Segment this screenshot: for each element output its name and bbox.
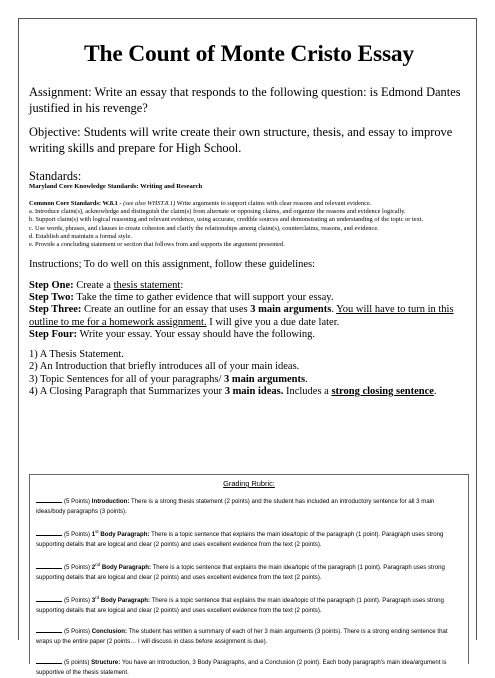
rubric-points: (5 Points) (64, 597, 91, 605)
list-item-3-end: . (305, 373, 308, 385)
list-item-4-end: . (433, 386, 437, 397)
rubric-label: 1 (91, 531, 96, 539)
list-item-4-mid: Includes a (283, 386, 332, 397)
standards-heading: Standards: (29, 169, 82, 183)
list-item: 1) A Thesis Statement. (29, 349, 124, 361)
list-item-4-bold-underline: strong closing sentence (331, 386, 434, 397)
document-content (29, 41, 469, 677)
standard-item-d: d. Establish and maintain a formal style. (29, 232, 132, 240)
rubric-item-body-3 (36, 593, 462, 616)
list-item (29, 386, 469, 398)
rubric-text: There is a topic sentence that explains the main idea/topic of the paragraph (1 point). Paragraph uses strong supporting details that are logical and clear (2 points) and uses excellent evidence from the text (2 points). (36, 531, 444, 549)
list-item-4-bold: 3 main ideas. (224, 386, 284, 397)
step-three-bold: 3 main arguments (250, 304, 332, 316)
step-two-text: Take the time to gather evidence that will support your essay. (73, 291, 334, 303)
rubric-item-structure (36, 657, 462, 678)
list-item-4-text: 4) A Closing Paragraph that Summarizes your (29, 386, 225, 397)
cc-text: Write arguments to support claims with clear reasons and relevant evidence. (175, 200, 372, 207)
rubric-points: (5 Points) (64, 628, 91, 636)
objective-text: Objective: Students will write create their own structure, thesis, and essay to improve writing skills and prepare for High School. (29, 125, 453, 155)
rubric-text: There is a topic sentence that explains the main idea/topic of the paragraph (1 point). Paragraph uses strong supporting details that are logical and clear (2 points) and uses excellent evidence from the text (2 points). (36, 564, 445, 582)
assignment-text: Assignment: Write an essay that responds to the following question: is Edmond Dantes justified in his revenge? (29, 85, 461, 115)
common-core-standard (29, 200, 469, 208)
thesis-statement-link[interactable]: thesis statement (113, 279, 181, 291)
rubric-points: (5 Points) (64, 564, 91, 572)
page-title: The Count of Monte Cristo Essay (84, 41, 414, 67)
step-two (29, 292, 469, 304)
rubric-sup: nd (95, 562, 101, 568)
standard-item-a: a. Introduce claim(s), acknowledge and distinguish the claim(s) from alternate or opposing claims, and organize the reasons and evidence logically. (29, 208, 406, 216)
rubric-label: Conclusion: (91, 628, 127, 636)
rubric-text: You have an Introduction, 3 Body Paragraphs, and a Conclusion (2 point). Each body paragraph's main idea/argument is supportive of the thesis statement. (36, 659, 447, 677)
rubric-sup: st (95, 529, 99, 534)
document-page (18, 18, 477, 677)
step-one-label: Step One: (29, 279, 74, 291)
cc-label: Common Core Standards: W.8.1 - (29, 200, 122, 207)
step-four-label: Step Four: (29, 328, 78, 340)
score-blank (36, 529, 62, 536)
step-three-label: Step Three: (29, 304, 82, 316)
step-one-text: Create a (73, 279, 114, 291)
step-one (29, 280, 469, 292)
rubric-item-introduction (36, 496, 462, 517)
list-item: 2) An Introduction that briefly introduces all of your main ideas. (29, 361, 300, 373)
rubric-label-2: Body Paragraph: (100, 564, 151, 572)
rubric-points: (5 Points) (64, 498, 91, 505)
list-item (29, 374, 469, 386)
rubric-text: There is a strong thesis statement (2 points) and the student has included an introductory sentence for all 3 main ideas/body paragraphs (3 points). (36, 498, 435, 515)
step-three-end: I will give you a due date later. (206, 316, 340, 328)
rubric-label: Structure: (91, 659, 121, 667)
step-two-label: Step Two: (29, 291, 74, 303)
list-item-3-text: 3) Topic Sentences for all of your paragraphs/ (29, 373, 225, 385)
rubric-label: Introduction: (91, 498, 130, 505)
standard-item-b: b. Support claim(s) with logical reasoning and relevant evidence, using accurate, credible sources and demonstrating an understanding of the topic or text. (29, 216, 424, 224)
score-blank (36, 562, 62, 569)
essay-requirements-list (29, 349, 469, 398)
rubric-item-body-2 (36, 560, 462, 583)
score-blank (36, 595, 62, 602)
grading-rubric (29, 474, 469, 677)
score-blank (36, 496, 62, 503)
rubric-label-2: Body Paragraph: (98, 531, 150, 539)
score-blank (36, 626, 62, 633)
step-one-end: : (180, 279, 184, 291)
cc-see-also: (see also WHST.8.1) (121, 200, 176, 207)
maryland-standards: Maryland Core Knowledge Standards: Writing and Research (29, 183, 203, 190)
rubric-points: (5 Points) (64, 531, 91, 539)
step-four-text: Write your essay. Your essay should have the following. (77, 328, 315, 340)
rubric-label-2: Body Paragraph: (99, 597, 150, 605)
standard-item-e: e. Provide a concluding statement or section that follows from and supports the argument presented. (29, 241, 285, 249)
score-blank (36, 657, 62, 664)
rubric-item-conclusion (36, 626, 462, 647)
rubric-label: 3 (91, 597, 96, 605)
rubric-sup: rd (95, 595, 100, 601)
rubric-item-body-1 (36, 527, 462, 550)
step-three-text: Create an outline for an essay that uses (81, 304, 251, 316)
step-three (29, 304, 469, 329)
rubric-text: There is a topic sentence that explains the main idea/topic of the paragraph (1 point). Paragraph uses strong supporting details that are logical and clear (2 points) and uses excellent evidence from the text (2 points). (36, 597, 444, 615)
step-four (29, 329, 469, 341)
rubric-title: Grading Rubric: (223, 479, 275, 488)
rubric-text: The student has written a summary of each of her 3 main arguments (3 points). There is a strong ending sentence that wraps up the entire paper (2 points… I will discuss in class before assignment is due). (36, 628, 448, 646)
standard-item-c: c. Use words, phrases, and clauses to create cohesion and clarify the relationships among claim(s), counterclaims, reasons, and evidence. (29, 224, 379, 232)
rubric-points: (5 points) (64, 659, 90, 667)
step-three-underline: You will have to turn in this outline to me for a homework assignment. (29, 304, 454, 328)
step-three-mid: . (331, 304, 337, 316)
instructions-text: Instructions; To do well on this assignment, follow these guidelines: (29, 259, 316, 271)
list-item-3-bold: 3 main arguments (224, 373, 306, 385)
rubric-label: 2 (91, 564, 96, 572)
